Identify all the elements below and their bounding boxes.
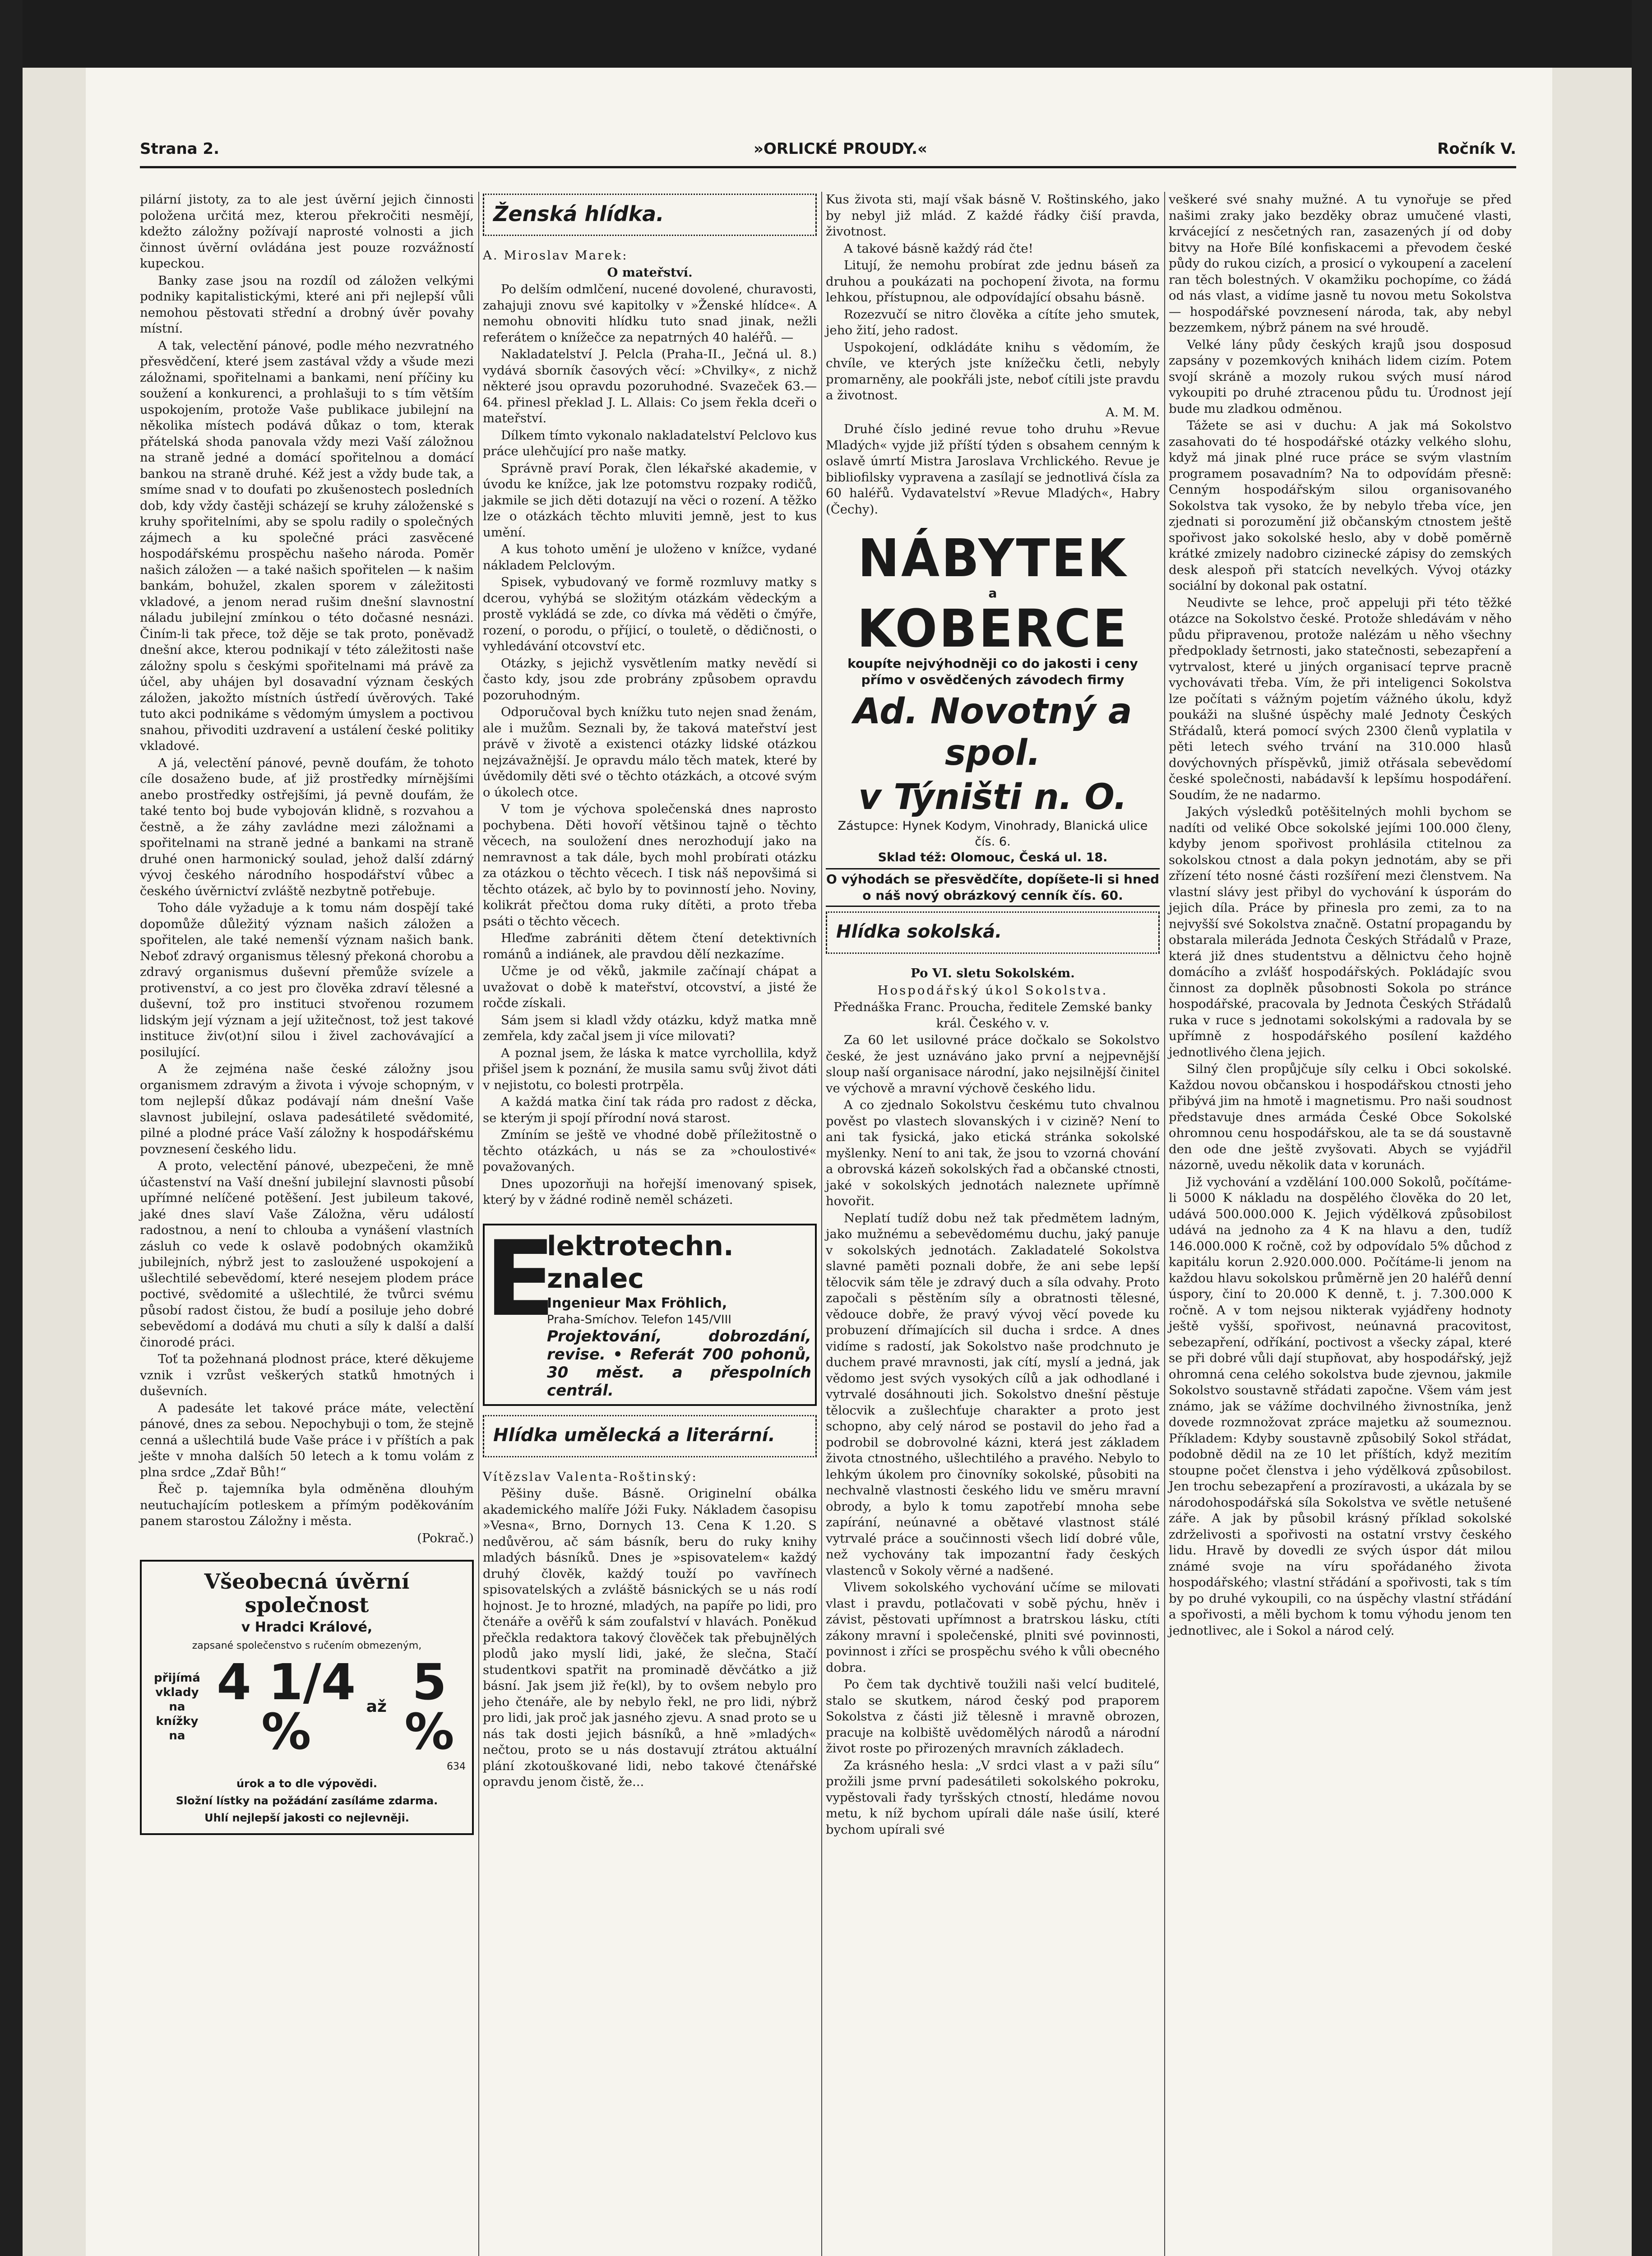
masthead-rule	[140, 166, 1516, 168]
column-rule	[1164, 192, 1165, 2256]
article-author: A. Miroslav Marek:	[483, 248, 628, 263]
bank-ad-code: 634	[447, 1761, 466, 1772]
electrotech-ad-name: Ingenieur Max Fröhlich,	[547, 1295, 727, 1311]
article-paragraph: Hleďme zabrániti dětem čtení detektivních románů a indiánek, ale pravdou dělí nezkazíme.	[483, 931, 817, 962]
furniture-ad-representative: Zástupce: Hynek Kodym, Vinohrady, Blanická ulice čís. 6.	[838, 819, 1148, 849]
section-header-literary: Hlídka umělecká a literární.	[483, 1415, 817, 1457]
furniture-ad-town: v Týništi n. O.	[858, 777, 1127, 818]
column-3	[826, 192, 1160, 1839]
electrotech-ad-initial: E	[485, 1219, 556, 1340]
article-paragraph: Odporučoval bych knížku tuto nejen snad ženám, ale i mužům. Seznali by, že taková mateřství jest právě v životě a existenci otázky lidské otázkou nejzávažnější. Je opravdu málo těch matek, které by úvědomily děti své o těchto otázkách, a otcové svým o úkolech otce.	[483, 705, 817, 800]
article-paragraph: Učme je od věků, jakmile začínají chápat a uvažovat o době k mateřství, otcovství, a jisté že ročde získali.	[483, 964, 817, 1010]
furniture-ad-line: koupíte nejvýhodněji co do jakosti i ceny přímo v osvědčených závodech firmy	[847, 656, 1138, 687]
article-paragraph: Velké lány půdy českých krajů jsou dosposud zapsány v pozemkových knihách lidem cizím. Potem svojí skráně a mozoly rukou svých musí národ vykoupiti po druhé ztracenou půdu tu. Úrodnost její bude mu zladkou odměnou.	[1169, 337, 1512, 416]
article-paragraph: A že zejména naše české záložny jsou organismem zdravým a života i vývoje schopným, v tom nejlepší důkaz podávají nám dnešní Vaše slavnost jubilejní, oslava padesátileté svědomité, pilné a plodné práce Vaší záložny k hospodářskému povznesení českého lidu.	[140, 1062, 474, 1156]
bank-ad-line-3: Uhlí nejlepší jakosti co nejlevněji.	[204, 1811, 409, 1824]
continued-note: (Pokrač.)	[417, 1530, 474, 1545]
section-header-sokol: Hlídka sokolská.	[826, 911, 1160, 954]
bank-advertisement	[140, 1560, 474, 1835]
electrotech-ad-title: lektrotechn. znalec	[547, 1230, 734, 1294]
column-rule	[478, 192, 479, 2256]
article-paragraph: Správně praví Porak, člen lékařské akademie, v úvodu ke knížce, jak lze potomstvu rozpaky rodičů, jakmile se jich děti dotazují na věci o rození. A těžko lze o otázkách těchto mluviti jemně, jest to kus umění.	[483, 461, 817, 540]
article-paragraph: Kus života sti, mají však básně V. Roštinského, jako by nebyl již mlád. Z každé řádky čiší pravda, životnost.	[826, 192, 1160, 239]
article-paragraph: A tak, velectění pánové, podle mého nezvratného přesvědčení, které jsem zastával vždy a všude mezi záložnami, spořitelnami a bankami, není příčiny ku soužení a konkurenci, a prohlašuji to s tím větším uspokojením, protože Vaše publikace jubilejní na několika místech podává důkaz o tom, kterak přátelská shoda panovala vždy mezi Vaší záložnou na straně jedné a domácí spořitelnou a domácí bankou na straně druhé. Kéž jest a vždy bude tak, a smíme snad v to doufati po zkušenostech posledních dob, kdy vždy častěji scházejí se kruhy záloženské s kruhy spořitelními, aby se spolu radily o společných zájmech a ku společné práci zasvěcené hospodářskému prospěchu našeho národa. Poměr našich záložen — a také našich spořitelen — k našim bankám, bohužel, zkalen sporem v záležitosti vkladové, a jenom nerad rušim dnešní slavnostní náladu jubilejní zmínkou o této dočasné nesnázi. Činím-li tak přece, tož děje se tak proto, poněvadž dnešní akce, kterou podnikají v této záležitosti naše záložny spolu s českými spořitelnami má právě za účel, aby uhájen byl dosavadní význam českých záložen, jakožto místních ústředí úvěrových. Také tuto akci podnikáme s vědomým úmyslem a poctivou snahou, přivoditi uzdravení a ustálení české politiky vkladové.	[140, 338, 474, 753]
article-paragraph: A takové básně každý rád čte!	[844, 241, 1033, 256]
article-paragraph: Rozezvučí se nitro člověka a cítíte jeho smutek, jeho žití, jeho radost.	[826, 307, 1160, 337]
page-number: Strana 2.	[140, 140, 220, 158]
article-paragraph: Po čem tak dychtivě toužili naši velcí buditelé, stalo se skutkem, národ český pod praporem Sokolstva z části již tělesně i mravně obrozen, pracuje na kolbiště uvědomělých národů a národní život roste po přirozených mravních základech.	[826, 1677, 1160, 1756]
bank-ad-line-2: Složní lístky na požádání zasíláme zdarma.	[176, 1794, 438, 1807]
bank-ad-city: v Hradci Králové,	[241, 1619, 373, 1635]
article-paragraph: V tom je výchova společenská dnes naprosto pochybena. Děti hovoří většinou tajně o těchto věcech, na souložení dnes nerozhodují jako na nemravnost a tak dále, bych mohl probírati otázku za otázkou o těchto věcech. I tisk náš nepovšimá si těchto otázek, ač bylo by to povinností jeho. Noviny, kolikrát přečtou doma ruky dítěti, a proto třeba psáti o těchto věcech.	[483, 802, 817, 929]
furniture-ad-headline-1: NÁBYTEK	[857, 527, 1128, 589]
furniture-advertisement	[826, 527, 1160, 907]
article-paragraph: Banky zase jsou na rozdíl od záložen velkými podniky kapitalistickými, které ani při nejlepší vůli nemohou pěstovati střední a drobný úvěr povahy místní.	[140, 273, 474, 336]
article-paragraph: Dílkem tímto vykonalo nakladatelství Pelclovo kus práce ulehčující pro naše matky.	[483, 428, 817, 458]
bank-ad-rate-1: 4 1/4 %	[217, 1653, 356, 1761]
article-paragraph: Jakých výsledků potěšitelných mohli bychom se nadíti od veliké Obce sokolské jejími 100.000 členy, kdyby jenom spořivost prohlásila ctitelnou za sokolskou ctnost a dala pokyn jednotám, aby se při zřízení této nosné části rozšíření mezi členstvem. Na vlastní slávy jest přibyl do vychování k úsporám do jejich díla. Práce by přinesla pro zemi, za to na nejvyšší své Sokolstva značně. Ostatní propagandu by obstarala mileráda Jednota Českých Střádalů v Praze, která již dnes studentstvu a dělnictvu čeho hojně domácího a zvlášť hospodářských. Pokládajíc svou činnost za doplněk působnosti Sokola po stránce hospodářské, pracovala by Jednota Českých Střádalů ruka v ruce s jednotami sokolskými a radovala by se upřímně z hospodářského posílení každého jednotlivého člena jejich.	[1169, 804, 1512, 1059]
article-paragraph: Již vychování a vzdělání 100.000 Sokolů, počítáme-li 5000 K nákladu na dospělého člověka do 20 let, udává 500.000.000 K. Jejich výdělková způsobilost udává na jednoho za 4 K na hlavu a den, tudíž 146.000.000 K ročně, což by odpovídalo 5% důchod z kapitálu korun 2.920.000.000. Počítáme-li jenom na každou hlavu sokolskou průměrně jen 20 haléřů denní úspory, činí to 20.000 K denně, t. j. 7.300.000 K ročně. A v tom nejsou nikterak vyjádřeny hodnoty ještě vyšší, spořivost, neúnavná pracovitost, sebezapření, odříkání, poctivost a všecky zápal, které se při dobré vůli dají stupňovat, aby hospodářský, jejž ohromná cena celého sokolstva bude zjevnou, jakmile Sokolstvo soustavně střádati započne. Všem vám jest známo, jak se vážíme dochvilného živnostníka, jenž dovede rozmnožovat zpráce majetku až soumeznou. Příkladem: Kdyby soustavně způsobilý Sokol střádat, podobně dědil na ze 10 let příštích, když mezitím stoupne počet členstva i jeho výdělková způsobilost. Jen trochu sebezapření a prozíravosti, a ukázala by se národohospodářská síla Sokolstva ve světle netušené záře. A jak by působil krásný příklad sokolské zdrželivosti a spořivosti na ostatní vrstvy českého lidu. Hravě by dovedli ze svých úspor dát milou známé svoje na víru spořádaného života hospodářského; vlastní střádání a spořivosti, tak s tím by po druhé vykoupili, co na úspěchy vlastní střádání a spořivosti, a měli bychom k tomu výhodu jenom ten jednotlivec, ale i Sokol a národ celý.	[1169, 1174, 1512, 1638]
furniture-ad-catalog: O výhodách se přesvědčíte, dopíšete-li si hned o náš nový obrázkový cenník čís. 60.	[826, 868, 1160, 907]
article-paragraph: A co zjednalo Sokolstvu českému tuto chvalnou pověst po vlastech slovanských i v cizině? Není to ani tak fysická, jako etická stránka sokolské myšlenky. Není to ani tak, že jsou to vzorná chování a obrovská kázeň sokolských řad a občanské ctnosti, jaké v sokolských jednotách naleznete upřímně hovořit.	[826, 1098, 1160, 1208]
article-title: Po VI. sletu Sokolském.	[911, 966, 1075, 980]
bank-ad-title: Všeobecná úvěrní společnost	[204, 1569, 410, 1617]
article-paragraph: Po delším odmlčení, nucené dovolené, churavosti, zahajuji znovu své kapitolky v »Ženské hlídce«. A nemohu obnoviti hlídku tuto snad jinak, nežli referátem o knížečce za nepatrných 40 haléřů. —	[483, 282, 817, 345]
electrotech-advertisement	[483, 1219, 817, 1406]
film-border-left	[0, 0, 23, 2256]
article-paragraph: A poznal jsem, že láska k matce vyrchollila, když přišel jsem k poznání, že musila samu svůj život dáti v nejistotu, co bolesti protrpěla.	[483, 1045, 817, 1092]
column-2	[483, 192, 817, 1791]
newspaper-page	[86, 68, 1552, 2256]
article-paragraph: Otázky, s jejichž vysvětlením matky nevědí si často kdy, jsou zde probrány způsobem opravdu pozoruhodným.	[483, 656, 817, 703]
section-header-womens: Ženská hlídka.	[483, 194, 817, 236]
bank-ad-line-1: úrok a to dle výpovědi.	[236, 1777, 378, 1790]
article-paragraph: A proto, velectění pánové, ubezpečeni, že mně účastenství na Vaší dnešní jubilejní slavnosti působí upřímné nelíčené potěšení. Jest jubileum takové, jaké dnes slaví Vaše Záložna, věru událostí radostnou, a není to chlouba a vynášení vlastních zásluh co vede k oslavě podobných okamžiků jubilejních, nýbrž jest to zasloužené uspokojení a ušlechtilé sebevědomí, které nesejem plodem práce poctivé, svědomité a ušlechtilé, že tvůrci svému působí radost čistou, že budí a posiluje jeho dobré sebevědomí a dodává mu chuti a síly k další a další činorodé práci.	[140, 1159, 474, 1350]
article-paragraph: Toho dále vyžaduje a k tomu nám dospějí také dopomůže důležitý význam našich záložen a spořitelen, ale také nemenší význam našich bank. Neboť zdravý organismus tělesný překoná chorobu a zdravý organismus duševní přemůže svízele a protivenství, a co jest pro člověka zdraví tělesné a duševní, tož pro instituci stvořenou rozumem lidským její význam a její užitečnost, tož jest takové instituce živ(ot)ní silou i živel zachovávající a posilující.	[140, 901, 474, 1059]
article-paragraph: Silný člen propůjčuje síly celku i Obci sokolské. Každou novou občanskou i hospodářskou ctnosti jeho přibývá jim na hmotě i magnetismu. Pro naši soudnost představuje dnes armáda České Obce Sokolské ohromnou cenu hospodářskou, ale ta se dá soustavně den ode dne ještě zvyšovati. Abych se vyjádřil názorně, uvedu několik data v korunách.	[1169, 1062, 1512, 1172]
volume-number: Ročník V.	[1437, 140, 1516, 158]
masthead	[86, 140, 1552, 171]
article-paragraph: pilární jistoty, za to ale jest úvěrní jejich činnosti položena určitá mez, kterou překročiti nesmějí, kdežto záložny požívají naprosté volnosti a jich činnost úvěrní ovládána jest pouze rozvážností kupeckou.	[140, 192, 474, 271]
article-paragraph: Druhé číslo jediné revue toho druhu »Revue Mladých« vyjde již příští týden s obsahem cenným k oslavě úmrtí Mistra Jaroslava Vrchlického. Revue je bibliofilsky vypravena a zasílají se jednotlivá čísla za 60 haléřů. Vydavatelství »Revue Mladých«, Habry (Čechy).	[826, 422, 1160, 517]
article-paragraph: veškeré své snahy mužné. A tu vynořuje se před našimi zraky jako bezděky obraz umučené vlasti, krvácející z nesčetných ran, zasazených jí od doby bitvy na Hoře Bílé konfiskacemi a převodem české půdy do rukou cizích, a prosicí o vykoupení a zacelení ran těch bolestných. V okamžiku pochopíme, co žádá od nás vlast, a vidíme jasně tu novou metu Sokolstva — hospodářské povznesení národa, tak, aby nebyl bezzemkem, nýbrž pánem na své hroudě.	[1169, 192, 1512, 335]
bank-ad-rate-label: přijímá vklady na knížky na	[154, 1671, 200, 1743]
article-paragraph: Neplatí tudíž dobu než tak předmětem ladným, jako mužnému a sebevědomému duchu, jaký panuje v sokolských jednotách. Zakladatelé Sokolstva slavné paměti poznali dobře, že ani sebe lepší tělocvik sám těle je zdravý duch a síla odvahy. Proto započali s pěstěním síly a obratnosti tělesné, vědouce dobře, že pravý vývoj věcí povede ku probuzení dřímajících sil ducha i srdce. A dnes vidíme s radostí, jak Sokolstvo naše prodchnuto je duchem pravé mravnosti, jak cítí, myslí a jedná, jak vědomo jest svých vysokých cílů a jak odhodlané i vytrvalé dosáhnouti jich. Sokolstvo dnešní pěstuje tělocvik a zušlechťuje charakter a proto jest schopno, aby celý národ se postavil do jeho řad a podrobil se dobrovolné kázni, která jest základem života ctnostného, ušlechtilého a pravého. Nebylo to lehkým úkolem pro činovníky sokolské, působiti na nechvalně vlastnosti českého lidu ve směru mravní obrody, a bylo k tomu zapotřebí mnoha sebe zapírání, neúnavné a obětavé vlastnost stálé vytrvalé práce a součinnosti všech lidí dobré vůle, než vychovány tak impozantní řady českých vlastenců v Sokoly věrné a nadšené.	[826, 1211, 1160, 1578]
bank-ad-legal: zapsané společenstvo s ručením obmezeným,	[192, 1640, 422, 1651]
furniture-ad-amp: a	[988, 586, 997, 601]
bank-ad-rate-sep: až	[366, 1697, 387, 1716]
article-paragraph: Dnes upozorňuji na hořejší imenovaný spisek, který by v žádné rodině neměl scházeti.	[483, 1176, 817, 1207]
newspaper-title: »ORLICKÉ PROUDY.«	[754, 140, 927, 158]
article-paragraph: Uspokojení, odkládáte knihu s vědomím, že chvíle, ve kterých jste knížečku četli, nebyly promarněny, ale pookřáli jste, neboť cítili jste pravdu a životnost.	[826, 340, 1160, 402]
article-paragraph: Nakladatelství J. Pelcla (Praha-II., Ječná ul. 8.) vydává sborník časových věcí: »Chvilky«, z nichž některé jsou opravdu pozoruhodné. Svazeček 63.—64. přinesl překlad J. L. Allais: Co jsem řekla dceři o mateřství.	[483, 347, 817, 425]
furniture-ad-headline-2: KOBERCE	[857, 598, 1129, 659]
column-4	[1169, 192, 1512, 1640]
film-border-right	[1632, 0, 1652, 2256]
article-paragraph: Tážete se asi v duchu: A jak má Sokolstvo zasahovati do té hospodářské otázky velkého slohu, když má jinak plné ruce práce se svým vlastním programem posavadním? Na to odpovídám přesně: Cenným hospodářským silou organisovaného Sokolstva tak vysoko, že by nebylo třeba více, jen zjednati si porozumění již občanským ctnostem ještě spořivost jako sokolské heslo, aby v době poměrně krátké zmizely nadobro cizinecké zápisy do zemských desk alespoň při statcích nevelkých. Vývoj otázky sociální by dokonal pak ostatní.	[1169, 418, 1512, 593]
article-paragraph: Sám jsem si kladl vždy otázku, když matka mně zemřela, kdy začal jsem ji více milovati?	[483, 1012, 817, 1043]
article-author: Vítězslav Valenta-Roštinský:	[483, 1469, 698, 1484]
furniture-ad-firm: Ad. Novotný a spol.	[853, 691, 1132, 773]
article-signature: A. M. M.	[1106, 405, 1160, 420]
bank-ad-rates	[148, 1653, 466, 1761]
article-title: O mateřství.	[607, 265, 693, 280]
article-paragraph: Spisek, vybudovaný ve formě rozmluvy matky s dcerou, vyhýbá se složitým otázkám vědeckým a prostě vykládá se zde, co dívka má věděti o čmýře, rození, o porodu, o příjicí, o touletě, o dědičnosti, o vyhledávání otcovství etc.	[483, 575, 817, 653]
article-paragraph: Litují, že nemohu probírat zde jednu báseň za druhou a poukázati na pochopení života, na formu lehkou, přístupnou, ale odpovídající obsahu básně.	[826, 258, 1160, 305]
article-paragraph: Vlivem sokolského vychování učíme se milovati vlast i pravdu, potlačovati v sobě pýchu, hněv i závist, pěstovati upřímnost a bratrskou lásku, ctíti zákony mravní i společenské, plniti své povinnosti, povinnost i zříci se prospěchu svého k vůli obecného dobra.	[826, 1580, 1160, 1675]
article-paragraph: Toť ta požehnaná plodnost práce, které děkujeme vznik i vzrůst veškerých statků hmotných i duševních.	[140, 1352, 474, 1398]
film-border-top	[0, 0, 1652, 68]
article-paragraph: Řeč p. tajemníka byla odměněna dlouhým neutuchajícím potleskem a přímým poděkováním panem starostou Záložny i města.	[140, 1482, 474, 1528]
article-paragraph: Za 60 let usilovné práce dočkalo se Sokolstvo české, že jest uznáváno jako první a nejpevnější sloup naší organisace národní, jako nejsilnější činitel ve výchově a mravní výchově českého lidu.	[826, 1033, 1160, 1096]
column-rule	[821, 192, 822, 2256]
bank-ad-rate-2: 5 %	[404, 1653, 454, 1761]
furniture-ad-store: Sklad též: Olomouc, Česká ul. 18.	[878, 851, 1108, 864]
column-1	[140, 192, 474, 1835]
electrotech-ad-address: Praha-Smíchov. Telefon 145/VIII	[547, 1313, 731, 1327]
article-byline: Přednáška Franc. Proucha, ředitele Zemské banky král. Českého v. v.	[833, 1000, 1152, 1031]
article-paragraph: A každá matka činí tak ráda pro radost z děcka, se kterým ji spojí přírodní nová starost.	[483, 1095, 817, 1125]
article-subtitle: Hospodářský úkol Sokolstva.	[877, 983, 1108, 998]
article-paragraph: A já, velectění pánové, pevně doufám, že tohoto cíle dosaženo bude, ať již prostředky mírnějšími anebo prostředky ostřejšími, já pevně doufám, že také tento boj bude vybojován klidně, s rozvahou a čestně, a že záhy zavládne mezi záložnami a spořitelnami na straně jedné a bankami na straně druhé onen harmonický soulad, jehož další zdárný vývoj českého národního hospodářství vůbec a českého úvěrnictví zvláště nezbytně potřebuje.	[140, 755, 474, 898]
article-paragraph: Zmíním se ještě ve vhodné době příležitostně o těchto otázkách, u nás se za »choulostivé« považovaných.	[483, 1128, 817, 1174]
electrotech-ad-services: Projektování, dobrozdání, revise. • Referát 700 pohonů, 30 měst. a přespolních centrál.	[547, 1327, 811, 1400]
article-paragraph: Pěšiny duše. Básně. Originelní obálka akademického malíře Jóži Fuky. Nákladem časopisu »Vesna«, Brno, Dornych 13. Cena K 1.20. S nedůvěrou, ač sám básník, beru do ruky knihy mladých básníků. Dnes je »spisovatelem« každý druhý člověk, každý touží po vavřínech spisovatelských a zvláště básnických se u nás rodí hojnost. Je to hrozné, mladých, na papíře po lidi, pro čtenáře a ověřů k sám zoufalství v hlavách. Poněkud přečkla redaktora takový člověček tak přebujnělých plodů jako myslí lidi, jaké, že slečna, Stačí studentkovi spatřit na prominadě děvčátko a již básní. Jak jsem již ře(kl), by to ovšem nebylo pro jeho čtenáře, ale by nebylo řekl, ne pro lidi, nýbrž pro lidi, jak proč jak jasného zjevu. A snad proto se u nás tak dosti jejich básníků, a hně »mladých« nečtou, proto se u nás dostavují ztrátou aktuální plání zkotouškované lidi, nebo takové čtenářské opravdu jenom čistě, že...	[483, 1486, 817, 1789]
article-paragraph: Za krásného hesla: „V srdci vlast a v paži sílu“ prožili jsme první padesátileti sokolského pokroku, vypěstovali řady tyršských ctností, hledáme novou metu, k níž bychom upírali dále naše úsilí, které bychom upírali své	[826, 1758, 1160, 1837]
article-paragraph: Neudivte se lehce, proč appeluji při této těžké otázce na Sokolstvo české. Protože shledávám v něho půdu připravenou, protože nalézám u něho všechny předpoklady šetrnosti, jako statečnosti, sebezapření a vytrvalost, které u jiných organisací teprve pracně vychovávati třeba. Vím, že při inteligenci Sokolstva lze počítati s vážným pojetím vážného úkolu, když poukáži na slušné úspěchy malé Jednoty Českých Střádalů, která pomocí svých 2300 členů vyplatila v pěti letech svého trvání na 310.000 hlasů dovýchovných příspěvků, jimiž otřásala sebevědomí české společnosti, nabádavší k lepšímu hospodáření. Soudím, že ne nadarmo.	[1169, 595, 1512, 802]
article-paragraph: A kus tohoto umění je uloženo v knížce, vydané nákladem Pelclovým.	[483, 542, 817, 573]
article-paragraph: A padesáte let takové práce máte, velectění pánové, dnes za sebou. Nepochybuji o tom, že stejně cenná a ušlechtilá bude Vaše práce i v příštích a pak ješte v mnoha dalších 50 letech a k tomu volám z plna srdce „Zdař Bůh!“	[140, 1401, 474, 1479]
